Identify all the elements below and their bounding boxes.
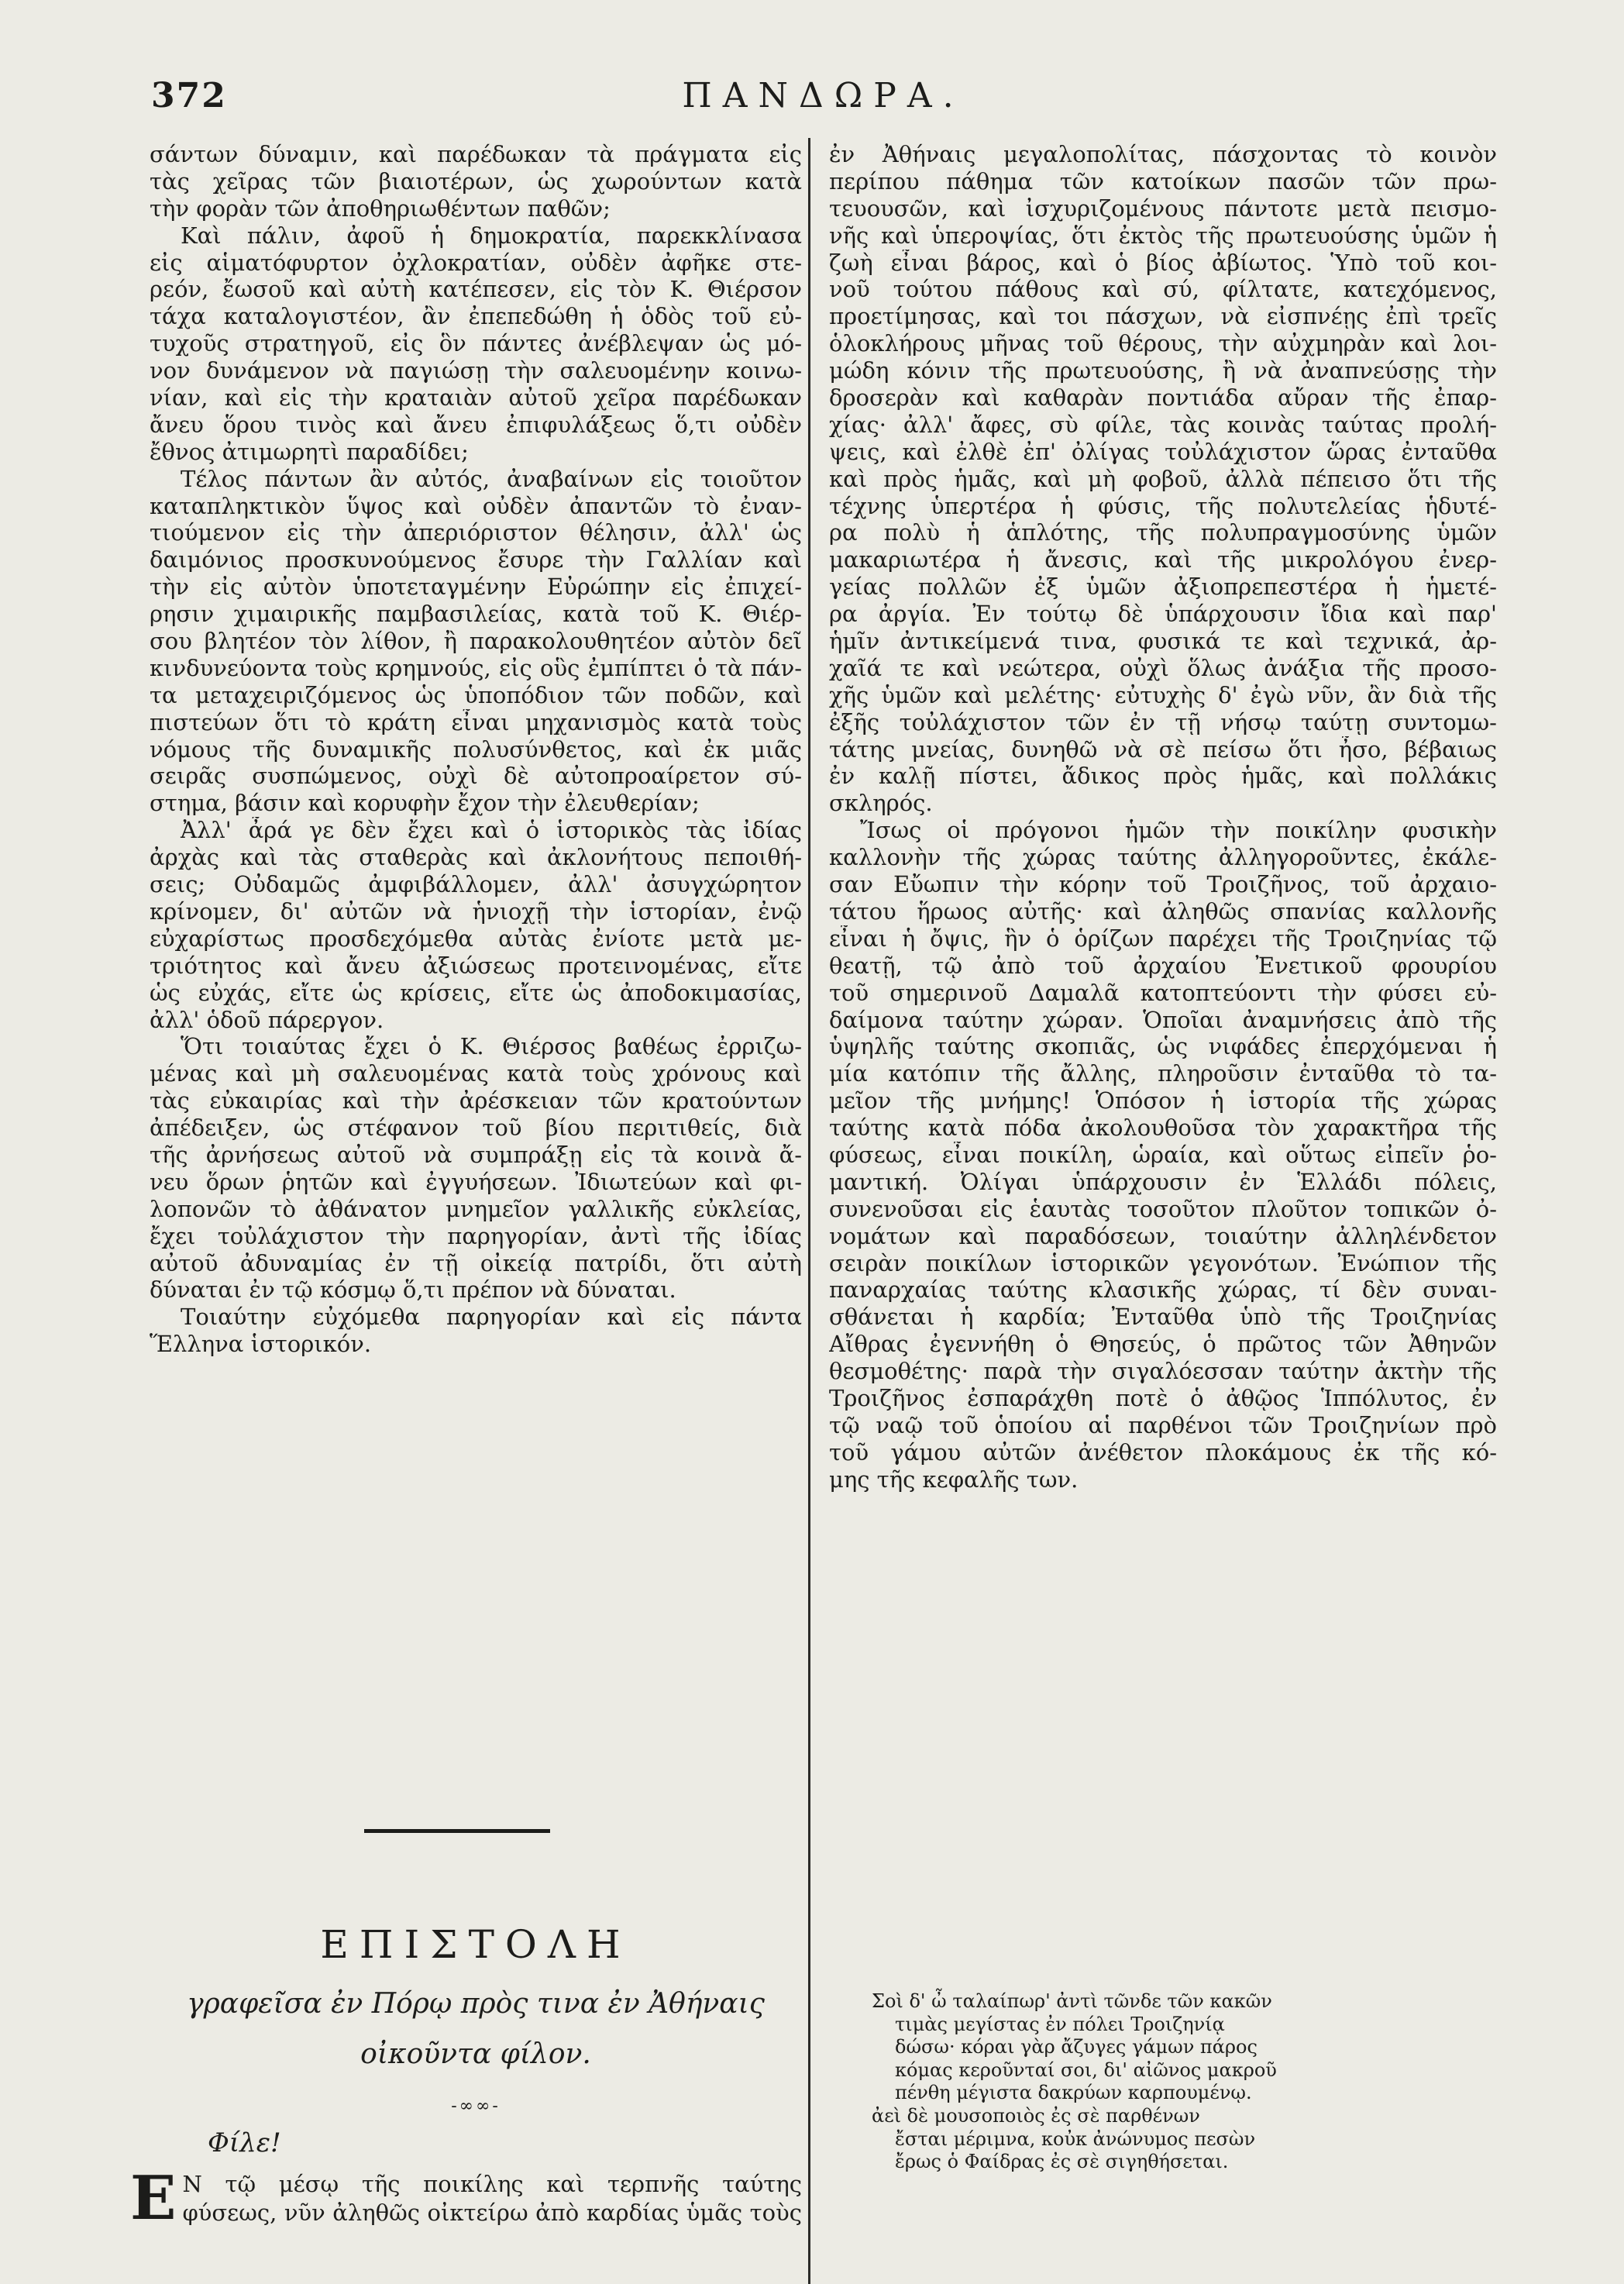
text-line: ἡμῖν ἀντικείμενά τινα, φυσικά τε καὶ τεχνικά, ἀρ- bbox=[829, 628, 1497, 655]
page-header bbox=[151, 76, 1495, 130]
text-line: νομάτων καὶ παραδόσεων, τοιαύτην ἀλληλένδετον bbox=[829, 1222, 1497, 1249]
text-line: ρα ἀργία. Ἐν τούτῳ δὲ ὑπάρχουσιν ἴδια καὶ παρ' bbox=[829, 601, 1497, 628]
letter-subtitle-line1: γραφεῖσα ἐν Πόρῳ πρὸς τινα ἐν Ἀθήναις bbox=[187, 1988, 765, 2020]
text-line: χαῖά τε καὶ νεώτερα, οὐχὶ ὅλως ἀνάξια τῆς προσο- bbox=[829, 654, 1497, 681]
verse-line: ἔσται μέριμνα, κοὐκ ἀνώνυμος πεσὼν bbox=[895, 2127, 1256, 2150]
text-line: φύσεως, νῦν ἀληθῶς οἰκτείρω ἀπὸ καρδίας ὑμᾶς τοὺς bbox=[182, 2200, 802, 2226]
text-line: τὰς χεῖρας τῶν βιαιοτέρων, ὡς χωρούντων κατὰ bbox=[150, 167, 802, 195]
verse-quotation bbox=[872, 1990, 1445, 2174]
text-line: ἐξῆς τοὐλάχιστον τῶν ἐν τῇ νήσῳ ταύτῃ συντομω- bbox=[829, 708, 1497, 735]
text-line: μώδη κόνιν τῆς πρωτευούσης, ἢ νὰ ἀναπνεύσῃς τὴν bbox=[829, 357, 1497, 384]
text-line: τα μεταχειριζόμενος ὡς ὑποπόδιον τῶν ποδῶν, καὶ bbox=[150, 681, 802, 708]
text-line: τέχνης ὑπερτέρα ἡ φύσις, τῆς πολυτελείας ἡδυτέ- bbox=[829, 492, 1497, 519]
text-line: Ἕλληνα ἱστορικόν. bbox=[150, 1331, 372, 1358]
running-title: ΠΑΝΔΩΡΑ. bbox=[682, 76, 965, 115]
text-line: σκληρός. bbox=[829, 790, 933, 817]
text-line: δαιμόνιος προσκυνούμενος ἔσυρε τὴν Γαλλίαν καὶ bbox=[150, 546, 802, 574]
text-line: τοῦ γάμου αὐτῶν ἀνέθετον πλοκάμους ἐκ τῆς κό- bbox=[829, 1438, 1497, 1466]
text-line: περίπου πάθημα τῶν κατοίκων πασῶν τῶν πρω- bbox=[829, 167, 1497, 195]
text-line: κρίνομεν, δι' αὐτῶν νὰ ἡνιοχῇ τὴν ἱστορίαν, ἐνῷ bbox=[150, 897, 802, 925]
letter-subtitle-line2: οἰκοῦντα φίλον. bbox=[360, 2038, 591, 2070]
text-line: τάτης μνείας, δυνηθῶ νὰ σὲ πείσω ὅτι ἦσο, βέβαιως bbox=[829, 735, 1497, 763]
text-line: μακαριωτέρα ἡ ἄνεσις, καὶ τῆς μικρολόγου ἐνερ- bbox=[829, 546, 1497, 574]
text-line: Ν τῷ μέσῳ τῆς ποικίλης καὶ τερπνῆς ταύτης bbox=[182, 2171, 802, 2197]
left-column-text bbox=[150, 141, 802, 1358]
text-line: παναρχαίας ταύτης κλασικῆς χώρας, τί δὲν συναι- bbox=[829, 1276, 1497, 1304]
salutation: Φίλε! bbox=[208, 2127, 281, 2158]
text-line: τὴν εἰς αὐτὸν ὑποτεταγμένην Εὐρώπην εἰς ἐπιχεί- bbox=[150, 574, 802, 601]
verse-line: Σοὶ δ' ὦ ταλαίπωρ' ἀντὶ τῶνδε τῶν κακῶν bbox=[872, 1990, 1272, 2012]
text-line: Ἀλλ' ἆρά γε δὲν ἔχει καὶ ὁ ἱστορικὸς τὰς ἰδίας bbox=[181, 817, 802, 844]
text-line: Τέλος πάντων ἂν αὐτός, ἀναβαίνων εἰς τοιοῦτον bbox=[181, 465, 802, 492]
text-line: μεῖον τῆς μνήμης! Ὁπόσον ἡ ἱστορία τῆς χώρας bbox=[829, 1087, 1497, 1114]
text-line: τῷ ναῷ τοῦ ὁποίου αἱ παρθένοι τῶν Τροιζηνίων πρὸ bbox=[829, 1411, 1497, 1438]
text-line: σου βλητέον τὸν λίθον, ἢ παρακολουθητέον αὐτὸν δεῖ bbox=[150, 628, 802, 655]
text-line: καταπληκτικὸν ὕψος καὶ οὐδὲν ἀπαντῶν τὸ ἐναν- bbox=[150, 492, 802, 519]
text-line: σθάνεται ἡ καρδία; Ἐνταῦθα ὑπὸ τῆς Τροιζηνίας bbox=[829, 1304, 1497, 1331]
text-line: Ὅτι τοιαύτας ἔχει ὁ Κ. Θιέρσος βαθέως ἐρριζω- bbox=[181, 1033, 802, 1060]
text-line: θεατῇ, τῷ ἀπὸ τοῦ ἀρχαίου Ἐνετικοῦ φρουρίου bbox=[829, 952, 1497, 979]
text-line: νῆς καὶ ὑπεροψίας, ὅτι ἐκτὸς τῆς πρωτευούσης ὑμῶν ἡ bbox=[829, 222, 1497, 249]
text-line: Ἴσως οἱ πρόγονοι ἡμῶν τὴν ποικίλην φυσικὴν bbox=[860, 817, 1497, 844]
text-line: δαίμονα ταύτην χώραν. Ὁποῖαι ἀναμνήσεις ἀπὸ τῆς bbox=[829, 1006, 1497, 1033]
text-line: ζωὴ εἶναι βάρος, καὶ ὁ βίος ἀβίωτος. Ὑπὸ τοῦ κοι- bbox=[829, 249, 1497, 276]
text-line: Τροιζῆνος ἐσπαράχθη ποτὲ ὁ ἀθῷος Ἱππόλυτος, ἐν bbox=[829, 1384, 1497, 1411]
verse-line: δώσω· κόραι γὰρ ἄζυγες γάμων πάρος bbox=[895, 2036, 1258, 2058]
text-line: φύσεως, εἶναι ποικίλη, ὡραία, καὶ οὕτως εἰπεῖν ῥο- bbox=[829, 1141, 1497, 1168]
text-line: ρα πολὺ ἡ ἁπλότης, τῆς πολυπραγμοσύνης ὑμῶν bbox=[829, 519, 1497, 546]
text-line: δροσερὰν καὶ καθαρὰν ποντιάδα αὔραν τῆς ἐπαρ- bbox=[829, 384, 1497, 412]
page-number: 372 bbox=[151, 76, 227, 115]
left-column bbox=[150, 141, 802, 1358]
text-line: τυχοῦς στρατηγοῦ, εἰς ὃν πάντες ἀνέβλεψαν ὡς μό- bbox=[150, 330, 802, 357]
text-line: σάντων δύναμιν, καὶ παρέδωκαν τὰ πράγματα εἰς bbox=[150, 141, 802, 167]
verse-line: ἔρως ὁ Φαίδρας ἐς σὲ σιγηθήσεται. bbox=[895, 2151, 1229, 2173]
verse-line: κόμας κεροῦνταί σοι, δι' αἰῶνος μακροῦ bbox=[895, 2058, 1277, 2081]
text-line: καὶ πρὸς ἡμᾶς, καὶ μὴ φοβοῦ, ἀλλὰ πέπεισο ὅτι τῆς bbox=[829, 465, 1497, 492]
text-line: τάτου ἥρωος αὐτῆς· καὶ ἀληθῶς σπανίας καλλονῆς bbox=[829, 897, 1497, 925]
text-line: γείας πολλῶν ἐξ ὑμῶν ἀξιοπρεπεστέρα ἡ ἡμετέ- bbox=[829, 574, 1497, 601]
drop-cap: Ε bbox=[130, 2163, 177, 2234]
text-line: ὡς εὐχάς, εἴτε ὡς κρίσεις, εἴτε ὡς ἀποδοκιμασίας, bbox=[150, 979, 802, 1006]
text-line: ἔχει τοὐλάχιστον τὴν παρηγορίαν, ἀντὶ τῆς ἰδίας bbox=[150, 1222, 802, 1249]
right-column bbox=[829, 141, 1497, 1493]
text-line: ταύτης κατὰ πόδα ἀκολουθοῦσα τὸν χαρακτῆρα τῆς bbox=[829, 1114, 1497, 1142]
text-line: ἐν καλῇ πίστει, ἄδικος πρὸς ἡμᾶς, καὶ πολλάκις bbox=[829, 763, 1497, 790]
text-line: ψεις, καὶ ἐλθὲ ἐπ' ὀλίγας τοὐλάχιστον ὥρας ἐνταῦθα bbox=[829, 438, 1497, 465]
section-rule bbox=[364, 1829, 550, 1833]
text-line: τὰς εὐκαιρίας καὶ τὴν ἀρέσκειαν τῶν κρατούντων bbox=[150, 1087, 802, 1114]
text-line: εὐχαρίστως προσδεχόμεθα αὐτὰς ἐνίοτε μετὰ με- bbox=[150, 925, 802, 952]
text-line: μία κατόπιν τῆς ἄλλης, πληροῦσιν ἐνταῦθα τὸ τα- bbox=[829, 1060, 1497, 1087]
text-line: ρησιν χιμαιρικῆς παμβασιλείας, κατὰ τοῦ Κ. Θιέρ- bbox=[150, 601, 802, 628]
text-line: θεσμοθέτης· παρὰ τὴν σιγαλόεσσαν ταύτην ἀκτὴν τῆς bbox=[829, 1358, 1497, 1385]
text-line: σαν Εὔωπιν τὴν κόρην τοῦ Τροιζῆνος, τοῦ ἀρχαιο- bbox=[829, 871, 1497, 898]
text-line: καλλονὴν τῆς χώρας ταύτης ἀλληγοροῦντες, ἐκάλε- bbox=[829, 844, 1497, 871]
text-line: εἰς αἱματόφυρτον ὀχλοκρατίαν, οὐδὲν ἀφῆκε στε- bbox=[150, 249, 802, 276]
text-line: ὁλοκλήρους μῆνας τοῦ θέρους, τὴν αὐχμηρὰν καὶ λοι- bbox=[829, 330, 1497, 357]
text-line: στημα, βάσιν καὶ κορυφὴν ἔχον τὴν ἐλευθερίαν; bbox=[150, 790, 700, 817]
text-line: ἔθνος ἀτιμωρητὶ παραδίδει; bbox=[150, 438, 469, 465]
text-line: Τοιαύτην εὐχόμεθα παρηγορίαν καὶ εἰς πάντα bbox=[181, 1304, 802, 1331]
verse-line: πένθη μέγιστα δακρύων καρπουμένῳ. bbox=[895, 2082, 1252, 2104]
text-line: χίας· ἀλλ' ἄφες, σὺ φίλε, τὰς κοινὰς ταύτας προλή- bbox=[829, 411, 1497, 438]
letter-title: ΕΠΙΣΤΟΛΗ bbox=[320, 1922, 631, 1967]
text-line: τριότητος καὶ ἄνευ ἀξιώσεως προτεινομένας, εἴτε bbox=[150, 952, 802, 979]
text-line: νον δυνάμενον νὰ παγιώσῃ τὴν σαλευομένην κοινω- bbox=[150, 357, 802, 384]
text-line: μης τῆς κεφαλῆς των. bbox=[829, 1466, 1079, 1493]
column-divider bbox=[808, 138, 810, 2284]
text-line: ἐν Ἀθήναις μεγαλοπολίτας, πάσχοντας τὸ κοινὸν bbox=[829, 141, 1497, 167]
letter-body bbox=[130, 2163, 802, 2234]
text-line: μαντική. Ὀλίγαι ὑπάρχουσιν ἐν Ἑλλάδι πόλεις, bbox=[829, 1168, 1497, 1195]
text-line: σεις; Οὐδαμῶς ἀμφιβάλλομεν, ἀλλ' ἀσυγχώρητον bbox=[150, 871, 802, 898]
text-line: νίαν, καὶ εἰς τὴν κραταιὰν αὐτοῦ χεῖρα παρέδωκαν bbox=[150, 384, 802, 412]
text-line: συνενοῦσαι εἰς ἑαυτὰς τοσοῦτον πλοῦτον τοπικῶν ὀ- bbox=[829, 1195, 1497, 1222]
text-line: σειρᾶς συσπώμενος, οὐχὶ δὲ αὐτοπροαίρετον σύ- bbox=[150, 763, 802, 790]
text-line: νοῦ τούτου πάθους καὶ σύ, φίλτατε, κατεχόμενος, bbox=[829, 276, 1497, 303]
text-line: κινδυνεύοντα τοὺς κρημνούς, εἰς οὓς ἐμπίπτει ὁ τὰ πάν- bbox=[150, 654, 802, 681]
text-line: ὑψηλῆς ταύτης σκοπιᾶς, ὡς νιφάδες ἐπερχόμεναι ἡ bbox=[829, 1033, 1497, 1060]
text-line: ἄνευ ὅρου τινὸς καὶ ἄνευ ἐπιφυλάξεως ὅ,τι οὐδὲν bbox=[150, 411, 802, 438]
text-line: τιούμενον εἰς τὴν ἀπεριόριστον θέλησιν, ἀλλ' ὡς bbox=[150, 519, 802, 546]
text-line: σειρὰν ποικίλων ἱστορικῶν γεγονότων. Ἐνώπιον τῆς bbox=[829, 1249, 1497, 1276]
text-line: τὴν φορὰν τῶν ἀποθηριωθέντων παθῶν; bbox=[150, 195, 611, 222]
verse-line: τιμὰς μεγίστας ἐν πόλει Τροιζηνίᾳ bbox=[895, 2013, 1225, 2035]
right-column-text bbox=[829, 141, 1497, 1493]
text-line: λοπονῶν τὸ ἀθάνατον μνημεῖον γαλλικῆς εὐκλείας, bbox=[150, 1195, 802, 1222]
letter-text bbox=[130, 2163, 802, 2234]
text-line: εἶναι ἡ ὄψις, ἣν ὁ ὁρίζων παρέχει τῆς Τροιζηνίας τῷ bbox=[829, 925, 1497, 952]
text-line: Αἴθρας ἐγεννήθη ὁ Θησεύς, ὁ πρῶτος τῶν Ἀθηνῶν bbox=[829, 1331, 1497, 1358]
text-line: ἀρχὰς καὶ τὰς σταθερὰς καὶ ἀκλονήτους πεποιθή- bbox=[150, 844, 802, 871]
text-line: τῆς ἀρνήσεως αὐτοῦ νὰ συμπράξῃ εἰς τὰ κοινὰ ἄ- bbox=[150, 1141, 802, 1168]
text-line: προετίμησας, καὶ τοι πάσχων, νὰ εἰσπνέῃς ἐπὶ τρεῖς bbox=[829, 303, 1497, 330]
text-line: τοῦ σημερινοῦ Δαμαλᾶ κατοπτεύοντι τὴν φύσει εὐ- bbox=[829, 979, 1497, 1006]
text-line: χῆς ὑμῶν καὶ μελέτης· εὐτυχὴς δ' ἐγὼ νῦν, ἂν διὰ τῆς bbox=[829, 681, 1497, 708]
text-line: πιστεύων ὅτι τὸ κράτη εἶναι μηχανισμὸς κατὰ τοὺς bbox=[150, 708, 802, 735]
text-line: ἀλλ' ὁδοῦ πάρεργον. bbox=[150, 1006, 384, 1033]
text-line: Καὶ πάλιν, ἀφοῦ ἡ δημοκρατία, παρεκκλίνασα bbox=[181, 222, 802, 249]
text-line: νόμους τῆς δυναμικῆς πολυσύνθετος, καὶ ἐκ μιᾶς bbox=[150, 735, 802, 763]
verse-line: ἀεὶ δὲ μουσοποιὸς ἐς σὲ παρθένων bbox=[872, 2104, 1200, 2127]
text-line: δύναται ἐν τῷ κόσμῳ ὅ,τι πρέπον νὰ δύναται. bbox=[150, 1276, 676, 1304]
text-line: νευ ὅρων ῥητῶν καὶ ἐγγυήσεων. Ἰδιωτεύων καὶ φι- bbox=[150, 1168, 802, 1195]
text-line: μένας καὶ μὴ σαλευομένας κατὰ τοὺς χρόνους καὶ bbox=[150, 1060, 802, 1087]
text-line: τευουσῶν, καὶ ἰσχυριζομένους πάντοτε μετὰ πεισμο- bbox=[829, 195, 1497, 222]
text-line: ρεόν, ἔωσοῦ καὶ αὐτὴ κατέπεσεν, εἰς τὸν Κ. Θιέρσον bbox=[150, 276, 802, 303]
text-line: αὐτοῦ ἀδυναμίας ἐν τῇ οἰκείᾳ πατρίδι, ὅτι αὐτὴ bbox=[150, 1249, 802, 1276]
ornament: -∞∞- bbox=[451, 2096, 501, 2116]
text-line: τάχα καταλογιστέον, ἂν ἐπεπεδώθη ἡ ὁδὸς τοῦ εὐ- bbox=[150, 303, 802, 330]
text-line: ἀπέδειξεν, ὡς στέφανον τοῦ βίου περιτιθείς, διὰ bbox=[150, 1114, 802, 1142]
